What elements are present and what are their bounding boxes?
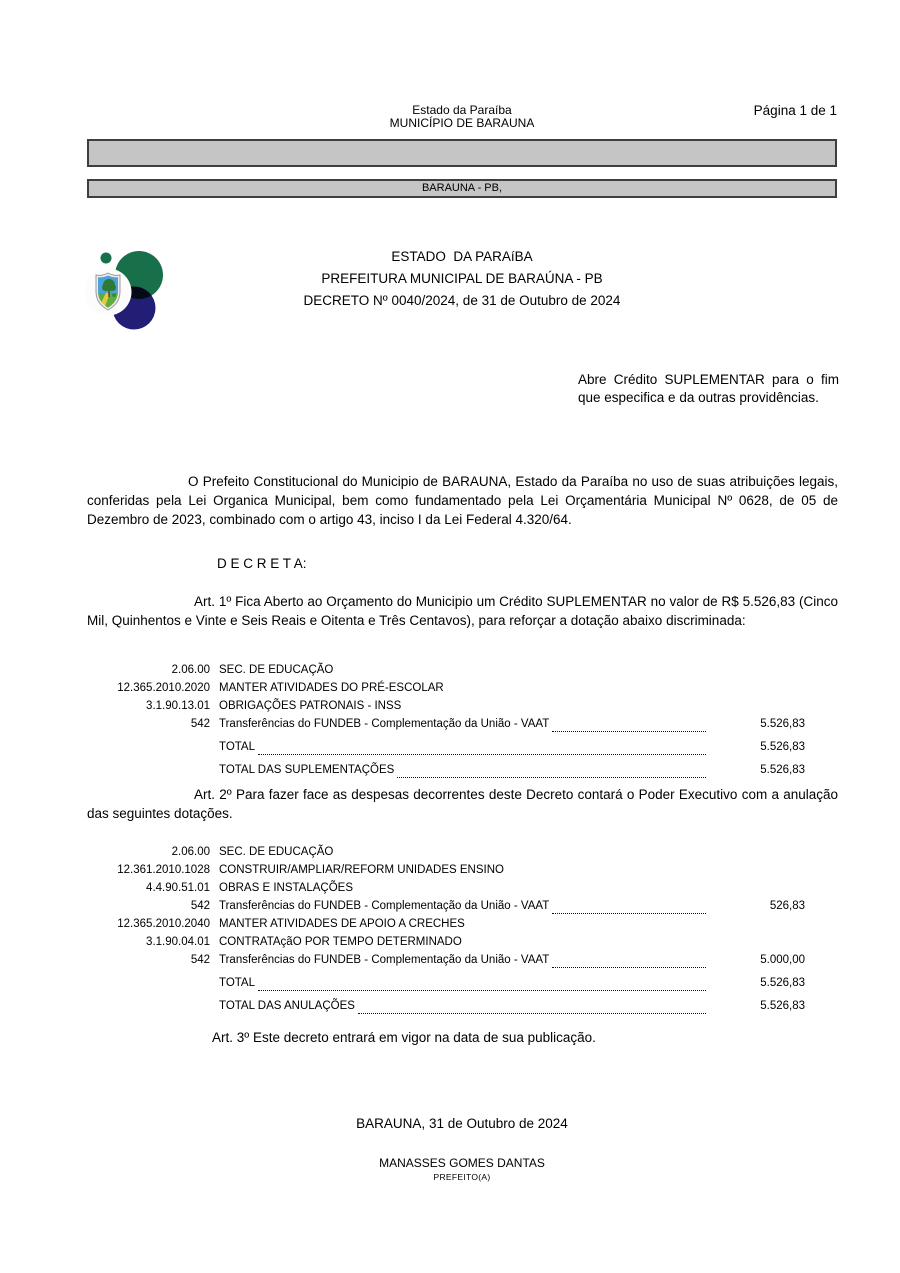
annulment-table: [87, 846, 805, 1018]
budget-description: TOTAL: [219, 977, 255, 989]
leader-dots: [258, 990, 706, 991]
leader-dots: [258, 754, 706, 755]
article-3: Art. 3º Este decreto entrará em vigor na data de sua publicação.: [212, 1030, 596, 1045]
table-row: [87, 764, 805, 782]
budget-code: 12.365.2010.2020: [117, 682, 210, 694]
table-row: [87, 718, 805, 736]
table-row: [87, 954, 805, 972]
table-row: [87, 864, 805, 882]
budget-code: 542: [190, 718, 210, 730]
leader-dots: [358, 1013, 706, 1014]
budget-code: 542: [190, 954, 210, 966]
budget-description: CONSTRUIR/AMPLIAR/REFORM UNIDADES ENSINO: [219, 864, 504, 876]
budget-description: MANTER ATIVIDADES DO PRÉ-ESCOLAR: [219, 682, 444, 694]
page-indicator: Página 1 de 1: [753, 103, 837, 118]
leader-dots: [552, 967, 706, 968]
table-row: [87, 936, 805, 954]
article-1: Art. 1º Fica Aberto ao Orçamento do Municipio um Crédito SUPLEMENTAR no valor de R$ 5.526,83 (Cinco Mil, Quinhentos e Vinte e Seis Reais e Oitenta e Três Centavos), para reforçar a dotação abaixo discriminada:: [87, 594, 838, 628]
table-row: [87, 900, 805, 918]
article-2: Art. 2º Para fazer face as despesas decorrentes deste Decreto contará o Poder Executivo com a anulação das seguintes dotações.: [87, 787, 838, 821]
table-row: [87, 700, 805, 718]
budget-value: 5.526,83: [760, 977, 805, 989]
budget-description: TOTAL: [219, 741, 255, 753]
leader-dots: [552, 913, 706, 914]
budget-description: TOTAL DAS SUPLEMENTAÇÕES: [219, 764, 395, 776]
budget-code: 12.361.2010.1028: [117, 864, 210, 876]
budget-code: 4.4.90.51.01: [146, 882, 210, 894]
budget-description: TOTAL DAS ANULAÇÕES: [219, 1000, 355, 1012]
decree-preamble: O Prefeito Constitucional do Municipio de BARAUNA, Estado da Paraíba no uso de suas atribuições legais, conferidas pela Lei Organica Municipal, bem como fundamentado pela Lei Orçamentária Municipal Nº 0628, de 05 de Dezembro de 2023, combinado com o artigo 43, inciso I da Lei Federal 4.320/64.: [87, 474, 838, 527]
budget-code: 12.365.2010.2040: [117, 918, 210, 930]
budget-description: OBRIGAÇÕES PATRONAIS - INSS: [219, 700, 402, 712]
table-row: [87, 882, 805, 900]
budget-value: 5.526,83: [760, 1000, 805, 1012]
budget-code: 2.06.00: [171, 846, 210, 858]
letterhead-prefeitura: PREFEITURA MUNICIPAL DE BARAÚNA - PB: [321, 271, 603, 286]
budget-description: SEC. DE EDUCAÇÃO: [219, 846, 334, 858]
budget-description: Transferências do FUNDEB - Complementação da União - VAAT: [219, 954, 550, 966]
header-municipality-line: MUNICÍPIO DE BARAUNA: [389, 116, 535, 130]
budget-description: MANTER ATIVIDADES DE APOIO A CRECHES: [219, 918, 465, 930]
leader-dots: [552, 731, 706, 732]
table-row: [87, 846, 805, 864]
budget-description: Transferências do FUNDEB - Complementação da União - VAAT: [219, 718, 550, 730]
header-state-line: Estado da Paraíba: [412, 103, 512, 117]
signatory-name: MANASSES GOMES DANTAS: [379, 1156, 545, 1170]
decreta-heading: D E C R E T A:: [217, 556, 307, 571]
table-row: [87, 918, 805, 936]
budget-value: 5.526,83: [760, 718, 805, 730]
header-band-city: BARAUNA - PB,: [87, 179, 837, 198]
budget-value: 5.000,00: [760, 954, 805, 966]
budget-code: 542: [190, 900, 210, 912]
letterhead: [87, 246, 837, 312]
supplement-table: [87, 664, 805, 782]
closing-place-date: BARAUNA, 31 de Outubro de 2024: [356, 1116, 568, 1131]
table-row: [87, 682, 805, 700]
letterhead-decreto-number: DECRETO Nº 0040/2024, de 31 de Outubro de 2024: [303, 293, 621, 308]
table-row: [87, 741, 805, 759]
budget-code: 3.1.90.13.01: [146, 700, 210, 712]
budget-code: 3.1.90.04.01: [146, 936, 210, 948]
leader-dots: [397, 777, 706, 778]
budget-value: 526,83: [769, 900, 805, 912]
budget-description: CONTRATAçãO POR TEMPO DETERMINADO: [219, 936, 462, 948]
table-row: [87, 977, 805, 995]
budget-description: SEC. DE EDUCAÇÃO: [219, 664, 334, 676]
budget-value: 5.526,83: [760, 741, 805, 753]
table-row: [87, 1000, 805, 1018]
budget-description: OBRAS E INSTALAÇÕES: [219, 882, 353, 894]
decree-summary: Abre Crédito SUPLEMENTAR para o fim que especifica e da outras providências.: [578, 372, 839, 405]
table-row: [87, 664, 805, 682]
document-header: [87, 104, 837, 130]
header-band-empty: [87, 139, 837, 167]
signatory-role: PREFEITO(A): [433, 1172, 491, 1182]
budget-value: 5.526,83: [760, 764, 805, 776]
budget-code: 2.06.00: [171, 664, 210, 676]
budget-description: Transferências do FUNDEB - Complementação da União - VAAT: [219, 900, 550, 912]
letterhead-state: ESTADO DA PARAíBA: [391, 249, 533, 264]
